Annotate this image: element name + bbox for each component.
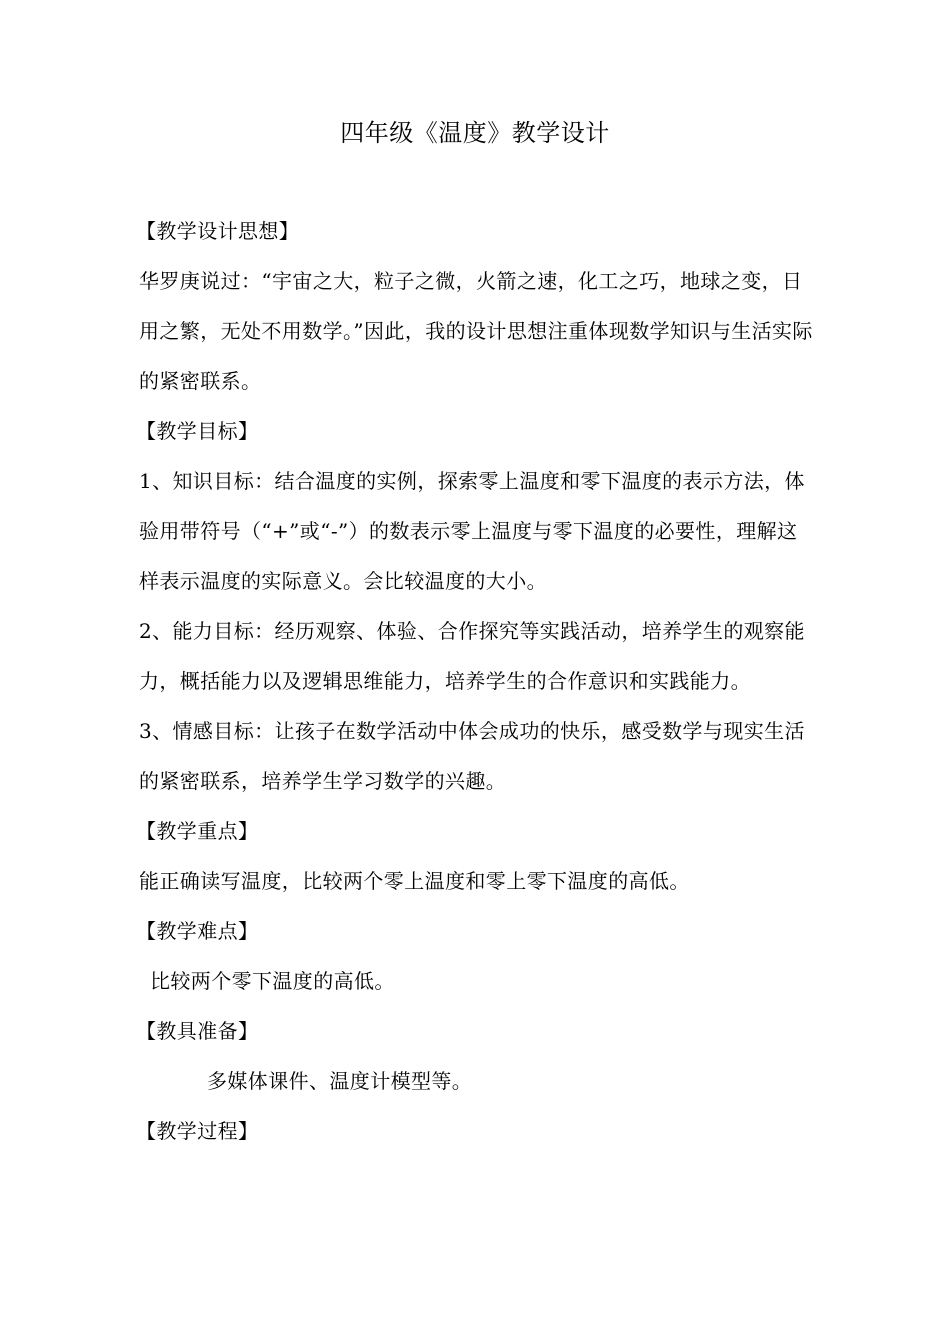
- materials-paragraph: 多媒体课件、温度计模型等。: [207, 1069, 473, 1093]
- section-heading-objectives: 【教学目标】: [136, 419, 259, 443]
- difficulties-paragraph: 比较两个零下温度的高低。: [150, 969, 395, 993]
- objective-knowledge: 1、知识目标：结合温度的实例，探索零上温度和零下温度的表示方法，体验用带符号（“+”或“-”）的数表示零上温度与零下温度的必要性，理解这样表示温度的实际意义。会比较温度的大小。: [139, 469, 805, 593]
- section-heading-materials: 【教具准备】: [136, 1019, 259, 1043]
- objective-ability: 2、能力目标：经历观察、体验、合作探究等实践活动，培养学生的观察能力，概括能力以及逻辑思维能力，培养学生的合作意识和实践能力。: [139, 619, 805, 693]
- key-points-paragraph: 能正确读写温度，比较两个零上温度和零上零下温度的高低。: [139, 869, 690, 893]
- section-heading-difficulties: 【教学难点】: [136, 919, 259, 943]
- section-heading-design-idea: 【教学设计思想】: [136, 219, 300, 243]
- objective-emotion: 3、情感目标：让孩子在数学活动中体会成功的快乐，感受数学与现实生活的紧密联系，培养学生学习数学的兴趣。: [139, 719, 805, 793]
- section-heading-process: 【教学过程】: [136, 1119, 259, 1143]
- document-title: 四年级《温度》教学设计: [340, 119, 610, 147]
- document-body: [136, 206, 814, 1156]
- section-heading-key-points: 【教学重点】: [136, 819, 259, 843]
- design-idea-paragraph: 华罗庚说过：“宇宙之大，粒子之微，火箭之速，化工之巧，地球之变，日用之繁，无处不用数学。”因此，我的设计思想注重体现数学知识与生活实际的紧密联系。: [139, 269, 813, 393]
